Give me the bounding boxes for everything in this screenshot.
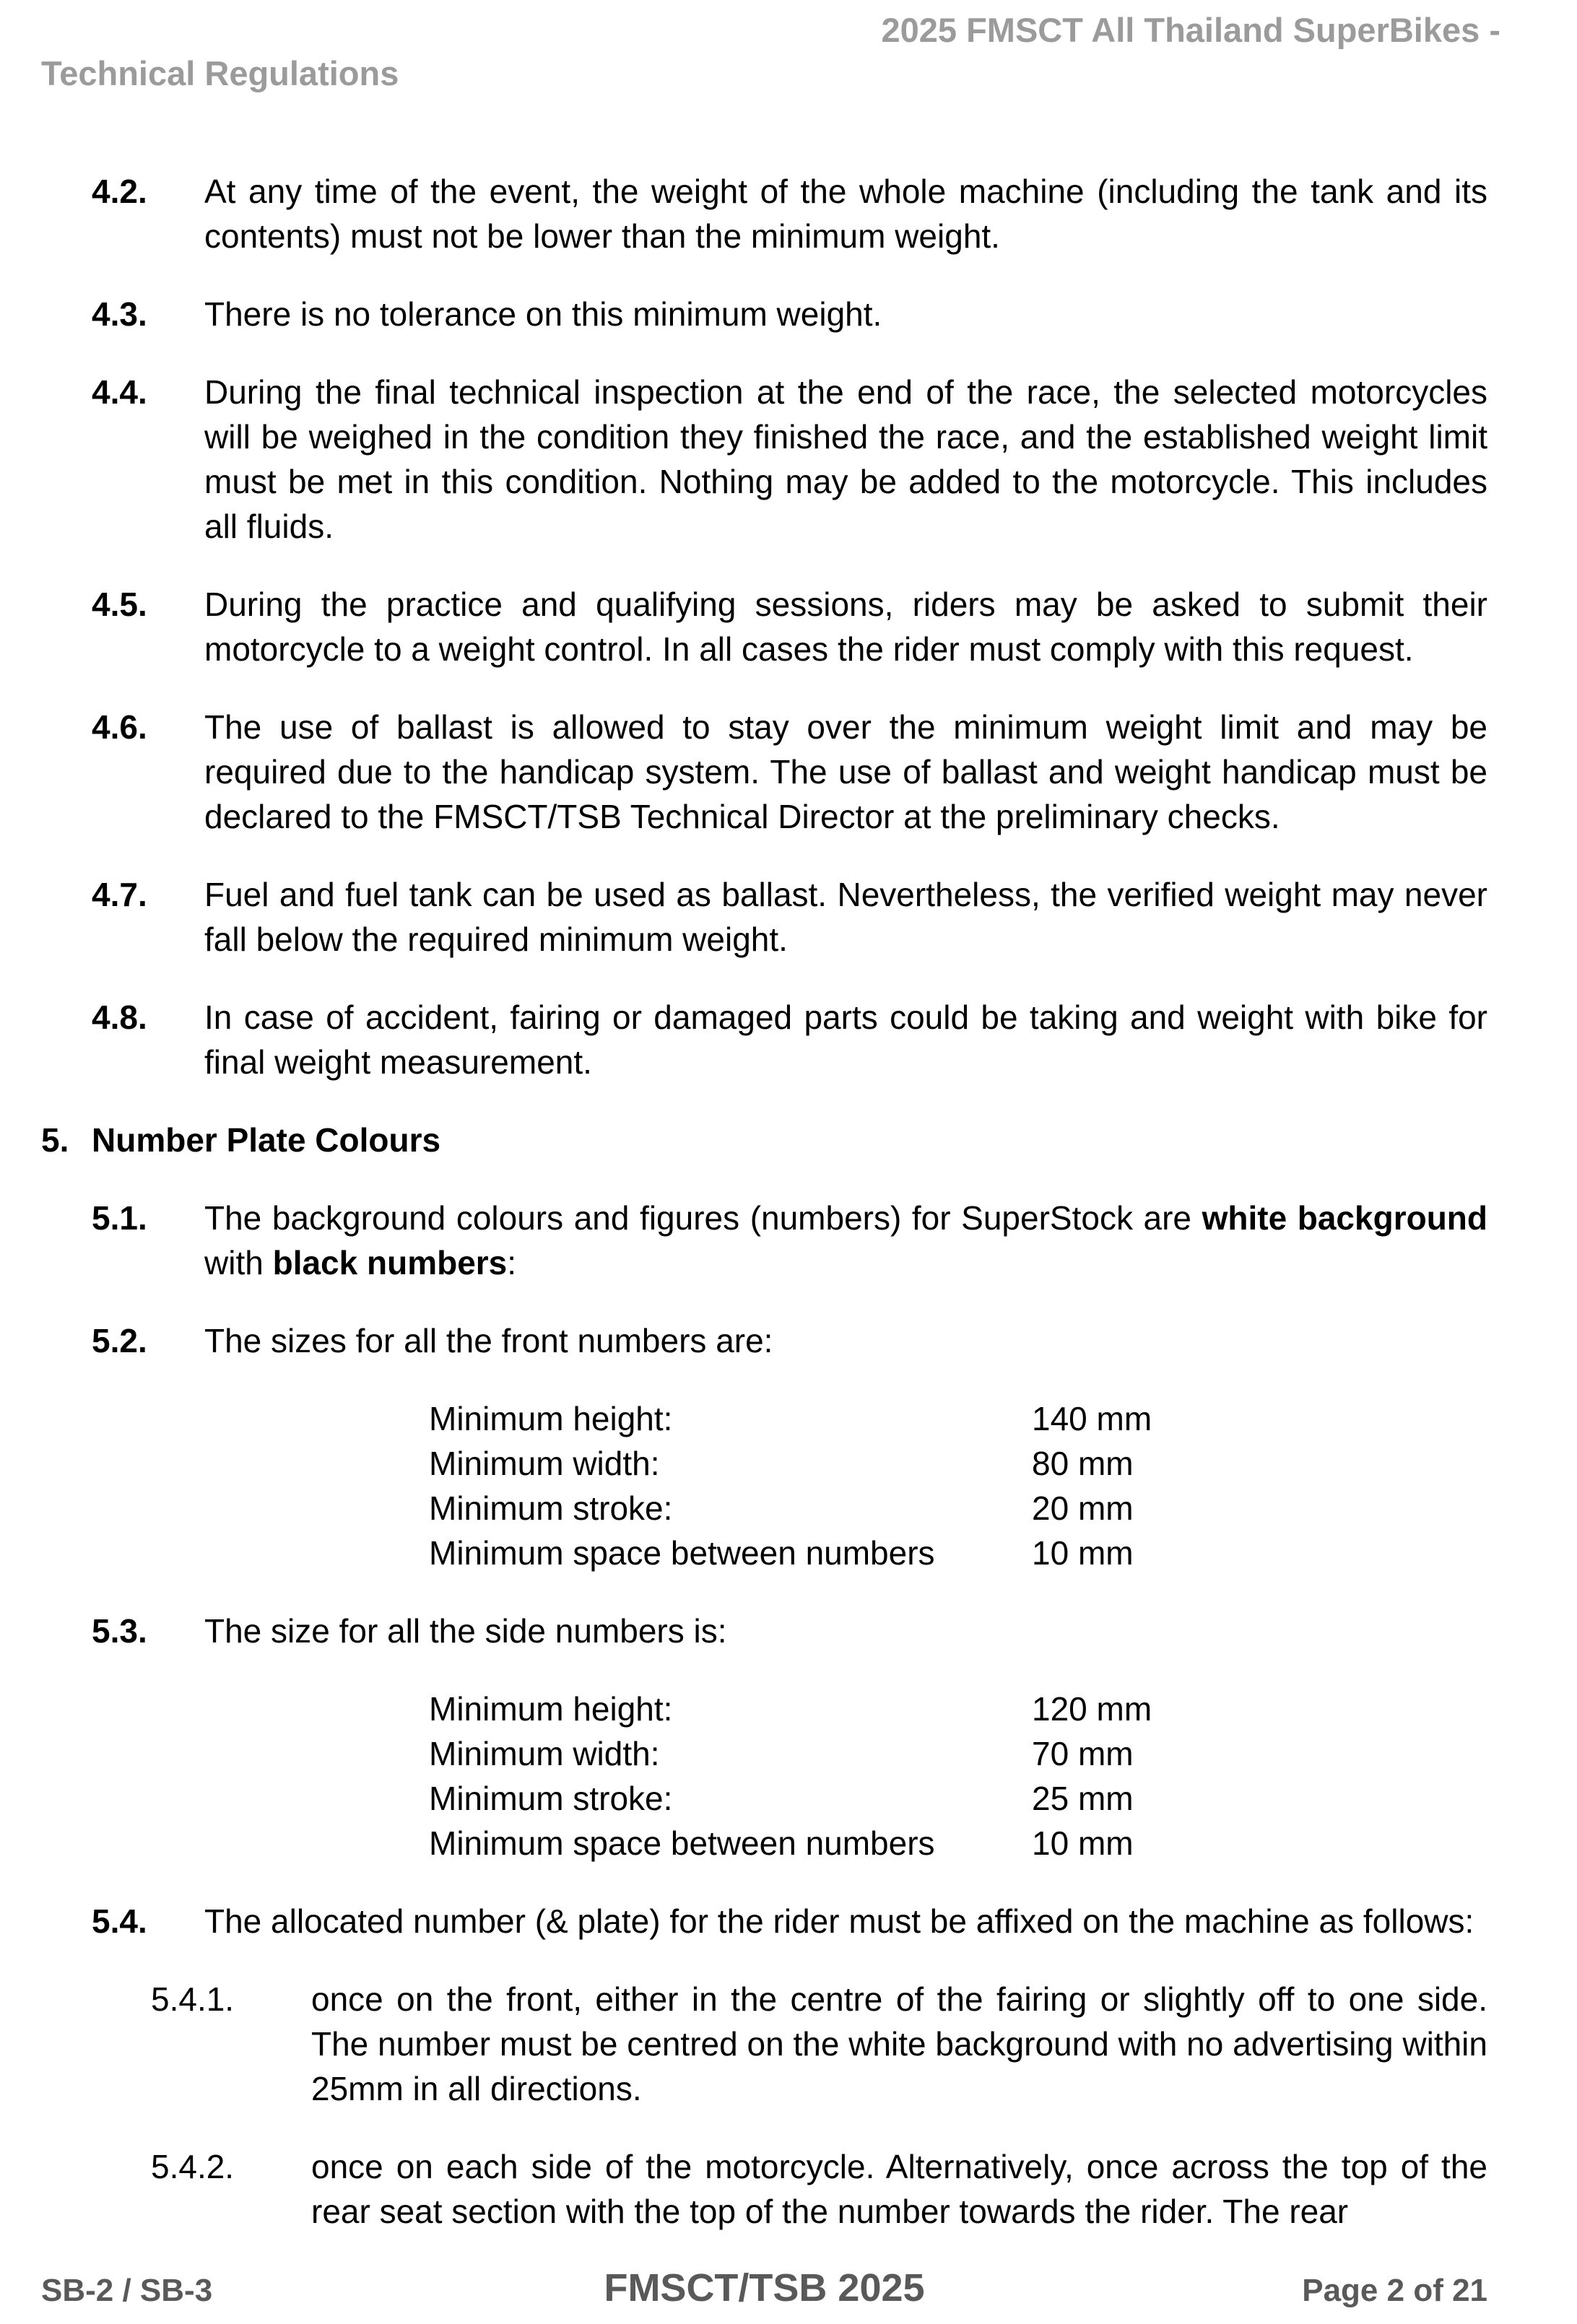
- spec-value: 70 mm: [1032, 1735, 1134, 1772]
- clause-4-8-text: In case of accident, fairing or damaged parts could be taking and weight with bike for final weight measurement.: [204, 998, 1487, 1081]
- spec-value: 10 mm: [1032, 1534, 1134, 1572]
- clause-4-7-text: Fuel and fuel tank can be used as ballast. Nevertheless, the verified weight may never fall below the required minimum weight.: [204, 876, 1487, 958]
- clause-4-4-text: During the final technical inspection at the end of the race, the selected motorcycles will be weighed in the condition they finished the race, and the established weight limit must be met in this condition. Nothing may be added to the motorcycle. This includes all fluids.: [204, 373, 1487, 545]
- spec-label: Minimum space between numbers: [429, 1824, 935, 1862]
- document-subtitle: Technical Regulations: [41, 54, 399, 92]
- document-title: 2025 FMSCT All Thailand SuperBikes -: [881, 11, 1500, 49]
- clause-5-4-number: 5.4.: [92, 1902, 147, 1940]
- table-row: [429, 1821, 1487, 1866]
- footer-class-codes: SB-2 / SB-3: [41, 2273, 213, 2308]
- side-number-sizes-table: [429, 1687, 1487, 1866]
- clause-5-3-text: The size for all the side numbers is:: [204, 1612, 727, 1650]
- clause-5-1: [92, 1196, 1487, 1285]
- clause-4-5: [92, 582, 1487, 671]
- clause-5-2-number: 5.2.: [92, 1322, 147, 1359]
- table-row: [429, 1531, 1487, 1575]
- clause-4-7-number: 4.7.: [92, 876, 147, 913]
- table-row: [429, 1396, 1487, 1441]
- clause-4-5-number: 4.5.: [92, 586, 147, 623]
- clause-4-3-text: There is no tolerance on this minimum weight.: [204, 295, 882, 333]
- spec-label: Minimum width:: [429, 1735, 660, 1772]
- section-5-number: 5.: [41, 1121, 69, 1159]
- document-body: [41, 169, 1487, 2267]
- clause-5-3-number: 5.3.: [92, 1612, 147, 1650]
- spec-label: Minimum height:: [429, 1400, 673, 1437]
- clause-5-4: [92, 1899, 1487, 1944]
- spec-value: 25 mm: [1032, 1780, 1134, 1817]
- clause-4-4-number: 4.4.: [92, 373, 147, 411]
- footer-document-code: FMSCT/TSB 2025: [604, 2266, 925, 2310]
- section-5-title: Number Plate Colours: [92, 1121, 441, 1159]
- table-row: [429, 1441, 1487, 1486]
- section-5-heading: [41, 1118, 1487, 1162]
- table-row: [429, 1486, 1487, 1531]
- clause-5-4-2: [151, 2144, 1487, 2234]
- clause-4-5-text: During the practice and qualifying sessions, riders may be asked to submit their motorcycle to a weight control. In all cases the rider must comply with this request.: [204, 586, 1487, 668]
- clause-5-1-number: 5.1.: [92, 1199, 147, 1237]
- clause-5-4-1-text: once on the front, either in the centre of the fairing or slightly off to one side. The number must be centred on the white background with no advertising within 25mm in all directions.: [311, 1980, 1487, 2107]
- table-row: [429, 1731, 1487, 1776]
- spec-value: 20 mm: [1032, 1489, 1134, 1527]
- spec-label: Minimum width:: [429, 1445, 660, 1482]
- page-header: [41, 9, 1500, 95]
- clause-5-4-1-number: 5.4.1.: [151, 1980, 235, 2018]
- spec-value: 120 mm: [1032, 1690, 1152, 1728]
- clause-4-4: [92, 370, 1487, 549]
- clause-5-2-text: The sizes for all the front numbers are:: [204, 1322, 773, 1359]
- clause-4-6: [92, 705, 1487, 839]
- spec-label: Minimum space between numbers: [429, 1534, 935, 1572]
- clause-4-2-text: At any time of the event, the weight of the whole machine (including the tank and its contents) must not be lower than the minimum weight.: [204, 173, 1487, 255]
- page-footer: [41, 2266, 1487, 2310]
- table-row: [429, 1687, 1487, 1731]
- spec-label: Minimum stroke:: [429, 1489, 673, 1527]
- clause-4-6-number: 4.6.: [92, 708, 147, 746]
- clause-4-3-number: 4.3.: [92, 295, 147, 333]
- spec-label: Minimum stroke:: [429, 1780, 673, 1817]
- clause-5-3: [92, 1609, 1487, 1653]
- clause-4-6-text: The use of ballast is allowed to stay over the minimum weight limit and may be required due to the handicap system. The use of ballast and weight handicap must be declared to the FMSCT/TSB Technical Director at the preliminary checks.: [204, 708, 1487, 835]
- footer-page-number: Page 2 of 21: [1302, 2273, 1488, 2308]
- clause-4-8-number: 4.8.: [92, 998, 147, 1036]
- clause-4-7: [92, 872, 1487, 962]
- clause-5-4-2-number: 5.4.2.: [151, 2148, 235, 2185]
- front-number-sizes-table: [429, 1396, 1487, 1575]
- clause-5-4-text: The allocated number (& plate) for the rider must be affixed on the machine as follows:: [204, 1902, 1474, 1940]
- spec-value: 140 mm: [1032, 1400, 1152, 1437]
- table-row: [429, 1776, 1487, 1821]
- spec-value: 80 mm: [1032, 1445, 1134, 1482]
- clause-5-1-text: The background colours and figures (numbers) for SuperStock are white background with black numbers:: [204, 1199, 1487, 1281]
- clause-4-3: [92, 292, 1487, 336]
- clause-5-4-2-text: once on each side of the motorcycle. Alternatively, once across the top of the rear seat section with the top of the number towards the rider. The rear: [311, 2148, 1487, 2230]
- spec-label: Minimum height:: [429, 1690, 673, 1728]
- clause-4-8: [92, 995, 1487, 1084]
- clause-5-4-1: [151, 1977, 1487, 2111]
- clause-5-2: [92, 1318, 1487, 1363]
- spec-value: 10 mm: [1032, 1824, 1134, 1862]
- clause-4-2: [92, 169, 1487, 258]
- clause-4-2-number: 4.2.: [92, 173, 147, 210]
